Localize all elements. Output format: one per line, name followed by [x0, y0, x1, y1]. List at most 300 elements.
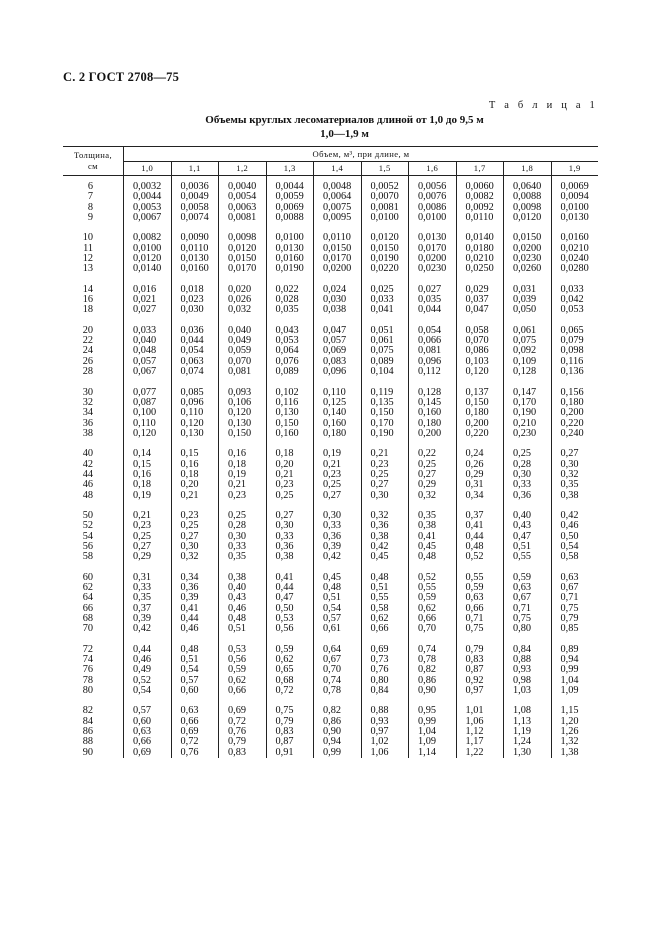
volume-cell: 0,220 — [551, 419, 598, 429]
volume-cell: 0,057 — [124, 357, 172, 367]
volume-cell: 0,0140 — [124, 264, 172, 274]
thickness-cell: 52 — [82, 520, 93, 532]
volume-cell: 0,59 — [266, 645, 314, 655]
volume-cell: 0,27 — [266, 511, 314, 521]
table-subtitle: 1,0—1,9 м — [320, 128, 369, 140]
volume-cell: 0,0160 — [551, 233, 598, 243]
volume-cell: 0,56 — [219, 655, 267, 665]
thickness-cell: 48 — [82, 489, 93, 501]
volume-cell: 0,53 — [266, 614, 314, 624]
volume-cell: 0,0098 — [504, 203, 552, 213]
volume-cell: 0,44 — [456, 532, 504, 542]
volume-cell: 0,38 — [551, 491, 598, 501]
volume-cell: 0,058 — [456, 326, 504, 336]
volume-cell: 0,040 — [219, 326, 267, 336]
volume-cell: 0,79 — [551, 614, 598, 624]
volume-cell: 0,83 — [266, 727, 314, 737]
volume-cell: 0,116 — [266, 398, 314, 408]
volume-cell: 0,0048 — [314, 182, 362, 192]
volume-cell: 0,33 — [124, 583, 172, 593]
volume-cell: 0,69 — [219, 706, 267, 716]
volume-cell: 0,57 — [124, 706, 172, 716]
volume-cell: 1,38 — [551, 748, 598, 758]
volume-cell: 1,17 — [456, 737, 504, 747]
volume-cell: 0,023 — [171, 295, 219, 305]
volume-cell: 1,15 — [551, 706, 598, 716]
volume-cell: 0,38 — [361, 532, 409, 542]
thickness-cell: 66 — [82, 602, 93, 614]
thickness-header-label: Толщина, — [73, 150, 113, 160]
volume-cell: 0,200 — [551, 408, 598, 418]
volume-cell: 0,71 — [504, 604, 552, 614]
volume-cell: 0,021 — [124, 295, 172, 305]
volume-cell: 0,48 — [314, 583, 362, 593]
volume-cell: 0,97 — [361, 727, 409, 737]
volume-cell: 0,077 — [124, 388, 172, 398]
volume-cell: 0,0044 — [266, 182, 314, 192]
volume-cell: 0,15 — [171, 449, 219, 459]
volume-cell: 0,63 — [124, 727, 172, 737]
volume-cell: 0,035 — [409, 295, 457, 305]
volume-cell: 1,06 — [361, 748, 409, 758]
volume-cell: 0,54 — [551, 542, 598, 552]
spacer-cell — [63, 563, 124, 573]
volume-cell: 0,99 — [314, 748, 362, 758]
volume-cell: 0,84 — [361, 686, 409, 696]
thickness-cell: 28 — [82, 366, 93, 378]
volume-cell: 0,38 — [409, 521, 457, 531]
volume-cell: 0,029 — [456, 285, 504, 295]
volume-cell: 0,0190 — [266, 264, 314, 274]
volume-cell: 0,57 — [314, 614, 362, 624]
volume-cell: 0,0060 — [456, 182, 504, 192]
volume-table — [63, 146, 598, 758]
volume-cell: 0,84 — [504, 645, 552, 655]
volume-cell: 0,020 — [219, 285, 267, 295]
volume-cell: 0,0067 — [124, 213, 172, 223]
volume-cell: 0,0094 — [551, 192, 598, 202]
volume-cell: 0,86 — [314, 717, 362, 727]
volume-cell: 0,35 — [409, 511, 457, 521]
table-row — [63, 429, 598, 439]
volume-cell: 0,028 — [266, 295, 314, 305]
volume-cell: 0,26 — [456, 460, 504, 470]
volume-cell: 0,112 — [409, 367, 457, 377]
volume-cell: 0,42 — [361, 542, 409, 552]
volume-cell: 0,57 — [171, 676, 219, 686]
volume-cell: 0,80 — [504, 624, 552, 634]
volume-cell: 0,25 — [171, 521, 219, 531]
volume-cell: 0,27 — [314, 491, 362, 501]
volume-cell: 0,38 — [219, 573, 267, 583]
volume-cell: 0,32 — [409, 491, 457, 501]
volume-cell: 0,130 — [266, 408, 314, 418]
volume-cell: 0,156 — [551, 388, 598, 398]
thickness-cell: 20 — [82, 324, 93, 336]
volume-cell: 0,38 — [266, 552, 314, 562]
volume-cell: 0,22 — [409, 449, 457, 459]
volume-cell: 0,022 — [266, 285, 314, 295]
volume-cell: 0,053 — [266, 336, 314, 346]
volume-cell: 0,69 — [361, 645, 409, 655]
volume-cell: 0,69 — [124, 748, 172, 758]
volume-cell: 0,62 — [266, 655, 314, 665]
volume-cell: 0,58 — [551, 552, 598, 562]
volume-cell: 0,0110 — [314, 233, 362, 243]
volume-cell: 0,0095 — [314, 213, 362, 223]
volume-cell: 0,0075 — [314, 203, 362, 213]
volume-cell: 0,62 — [361, 614, 409, 624]
volume-cell: 0,87 — [266, 737, 314, 747]
thickness-cell: 24 — [82, 345, 93, 357]
thickness-cell: 42 — [82, 458, 93, 470]
volume-cell: 0,51 — [171, 655, 219, 665]
volume-cell: 0,075 — [504, 336, 552, 346]
volume-cell: 0,28 — [504, 460, 552, 470]
volume-cell: 0,25 — [124, 532, 172, 542]
thickness-cell: 16 — [82, 294, 93, 306]
volume-cell: 0,027 — [124, 305, 172, 315]
volume-cell: 0,0092 — [456, 203, 504, 213]
thickness-cell: 82 — [82, 705, 93, 717]
volume-cell: 0,200 — [456, 419, 504, 429]
volume-cell: 0,0100 — [124, 244, 172, 254]
volume-cell: 0,49 — [124, 665, 172, 675]
volume-cell: 0,031 — [504, 285, 552, 295]
volume-cell: 0,103 — [456, 357, 504, 367]
volume-cell: 0,66 — [124, 737, 172, 747]
volume-cell: 0,40 — [219, 583, 267, 593]
volume-cell: 0,0088 — [504, 192, 552, 202]
volume-cell: 0,100 — [124, 408, 172, 418]
volume-cell: 0,21 — [266, 470, 314, 480]
volume-cell: 0,104 — [361, 367, 409, 377]
volume-cell: 0,42 — [314, 552, 362, 562]
volume-cell: 0,030 — [171, 305, 219, 315]
volume-cell: 0,52 — [409, 573, 457, 583]
volume-cell: 0,45 — [409, 542, 457, 552]
volume-cell: 0,018 — [171, 285, 219, 295]
volume-cell: 0,51 — [504, 542, 552, 552]
volume-cell: 0,48 — [219, 614, 267, 624]
volume-cell: 0,240 — [551, 429, 598, 439]
volume-cell: 0,130 — [171, 429, 219, 439]
volume-cell: 0,79 — [266, 717, 314, 727]
volume-cell: 0,55 — [361, 593, 409, 603]
volume-cell: 0,035 — [266, 305, 314, 315]
volume-cell: 0,76 — [171, 748, 219, 758]
volume-cell: 0,32 — [361, 511, 409, 521]
thickness-cell: 40 — [82, 448, 93, 460]
thickness-cell: 18 — [82, 304, 93, 316]
volume-cell: 0,86 — [409, 676, 457, 686]
volume-cell: 0,80 — [361, 676, 409, 686]
volume-cell: 0,88 — [504, 655, 552, 665]
thickness-cell: 80 — [82, 685, 93, 697]
volume-cell: 0,20 — [266, 460, 314, 470]
volume-cell: 0,66 — [219, 686, 267, 696]
volume-cell: 1,08 — [504, 706, 552, 716]
volume-cell: 0,51 — [361, 583, 409, 593]
thickness-cell: 76 — [82, 664, 93, 676]
volume-cell: 0,0280 — [551, 264, 598, 274]
volume-cell: 0,60 — [124, 717, 172, 727]
volume-cell: 0,160 — [266, 429, 314, 439]
volume-cell: 0,047 — [314, 326, 362, 336]
volume-cell: 0,150 — [266, 419, 314, 429]
volume-cell: 0,0081 — [361, 203, 409, 213]
volume-cell: 0,180 — [551, 398, 598, 408]
volume-cell: 0,109 — [504, 357, 552, 367]
thickness-cell: 54 — [82, 530, 93, 542]
volume-cell: 0,0064 — [314, 192, 362, 202]
volume-cell: 0,024 — [314, 285, 362, 295]
volume-cell: 0,54 — [314, 604, 362, 614]
thickness-cell: 26 — [82, 355, 93, 367]
volume-cell: 0,18 — [266, 449, 314, 459]
volume-cell: 0,69 — [171, 727, 219, 737]
volume-cell: 0,0150 — [504, 233, 552, 243]
thickness-cell: 13 — [82, 263, 93, 275]
volume-cell: 0,75 — [266, 706, 314, 716]
volume-cell: 0,35 — [219, 552, 267, 562]
volume-cell: 0,0098 — [219, 233, 267, 243]
volume-cell: 0,0036 — [171, 182, 219, 192]
volume-cell: 0,44 — [124, 645, 172, 655]
volume-cell: 0,030 — [314, 295, 362, 305]
thickness-cell: 32 — [82, 396, 93, 408]
volume-cell: 0,0056 — [409, 182, 457, 192]
volume-cell: 0,29 — [124, 552, 172, 562]
spacer-cell — [409, 378, 457, 388]
volume-cell: 0,0200 — [314, 264, 362, 274]
volume-cell: 0,033 — [361, 295, 409, 305]
volume-cell: 0,62 — [409, 604, 457, 614]
spacer-cell — [63, 501, 124, 511]
volume-cell: 1,03 — [504, 686, 552, 696]
volume-cell: 0,60 — [171, 686, 219, 696]
volume-cell: 0,52 — [124, 676, 172, 686]
thickness-cell: 90 — [82, 746, 93, 758]
volume-cell: 0,72 — [266, 686, 314, 696]
volume-cell: 0,027 — [409, 285, 457, 295]
volume-cell: 0,096 — [314, 367, 362, 377]
volume-cell: 0,48 — [456, 542, 504, 552]
volume-cell: 0,057 — [314, 336, 362, 346]
volume-cell: 0,125 — [314, 398, 362, 408]
volume-cell: 0,051 — [361, 326, 409, 336]
volume-cell: 0,074 — [171, 367, 219, 377]
volume-cell: 0,35 — [124, 593, 172, 603]
thickness-cell: 6 — [87, 181, 93, 192]
volume-cell: 0,50 — [266, 604, 314, 614]
volume-cell: 0,070 — [456, 336, 504, 346]
spacer-cell — [361, 378, 409, 388]
volume-cell: 0,0054 — [219, 192, 267, 202]
volume-cell: 0,25 — [409, 460, 457, 470]
volume-cell: 0,59 — [219, 665, 267, 675]
volume-cell: 0,34 — [171, 573, 219, 583]
volume-cell: 0,67 — [504, 593, 552, 603]
volume-cell: 0,33 — [266, 532, 314, 542]
thickness-column-header — [63, 147, 124, 176]
volume-cell: 0,50 — [551, 532, 598, 542]
volume-cell: 0,21 — [124, 511, 172, 521]
volume-cell: 0,0210 — [551, 244, 598, 254]
volume-cell: 0,083 — [314, 357, 362, 367]
volume-cell: 1,09 — [409, 737, 457, 747]
volume-cell: 0,56 — [266, 624, 314, 634]
volume-cell: 0,0058 — [171, 203, 219, 213]
volume-cell: 0,28 — [219, 521, 267, 531]
volume-cell: 0,026 — [219, 295, 267, 305]
thickness-cell: 22 — [82, 335, 93, 347]
thickness-cell: 14 — [82, 283, 93, 295]
thickness-cell: 58 — [82, 551, 93, 563]
volume-cell: 1,26 — [551, 727, 598, 737]
volume-cell: 0,99 — [551, 665, 598, 675]
volume-cell: 0,30 — [171, 542, 219, 552]
volume-cell: 0,39 — [124, 614, 172, 624]
volume-cell: 0,74 — [314, 676, 362, 686]
volume-cell: 0,043 — [266, 326, 314, 336]
volume-cell: 0,30 — [266, 521, 314, 531]
volume-cell: 0,0130 — [409, 233, 457, 243]
volume-cell: 0,94 — [314, 737, 362, 747]
volume-cell: 0,67 — [314, 655, 362, 665]
volume-cell: 1,24 — [504, 737, 552, 747]
volume-cell: 0,33 — [504, 480, 552, 490]
volume-cell: 0,180 — [314, 429, 362, 439]
volume-cell: 0,33 — [219, 542, 267, 552]
spacer-cell — [219, 378, 267, 388]
volume-cell: 0,0130 — [551, 213, 598, 223]
length-header-cell: 1,2 — [219, 161, 267, 176]
volume-cell: 0,41 — [171, 604, 219, 614]
volume-cell: 0,0070 — [361, 192, 409, 202]
volume-cell: 0,038 — [314, 305, 362, 315]
length-header-cell: 1,8 — [504, 161, 552, 176]
volume-cell: 0,46 — [219, 604, 267, 614]
volume-cell: 0,62 — [219, 676, 267, 686]
spacer-cell — [63, 316, 124, 326]
volume-cell: 0,050 — [504, 305, 552, 315]
volume-cell: 0,91 — [266, 748, 314, 758]
volume-cell: 0,25 — [361, 470, 409, 480]
volume-cell: 0,054 — [409, 326, 457, 336]
volume-cell: 0,79 — [456, 645, 504, 655]
volume-cell: 0,0110 — [456, 213, 504, 223]
volume-cell: 0,41 — [409, 532, 457, 542]
volume-cell: 0,59 — [456, 583, 504, 593]
volume-cell: 0,47 — [504, 532, 552, 542]
group-spacer — [63, 378, 598, 388]
volume-cell: 0,110 — [314, 388, 362, 398]
volume-cell: 0,48 — [409, 552, 457, 562]
length-header-row — [63, 161, 598, 176]
volume-cell: 0,72 — [171, 737, 219, 747]
volume-cell: 0,098 — [551, 346, 598, 356]
volume-cell: 0,94 — [551, 655, 598, 665]
volume-cell: 0,061 — [361, 336, 409, 346]
thickness-cell: 46 — [82, 479, 93, 491]
volume-cell: 0,047 — [456, 305, 504, 315]
volume-cell: 0,47 — [266, 593, 314, 603]
thickness-cell: 70 — [82, 623, 93, 635]
volume-cell: 0,55 — [456, 573, 504, 583]
volume-cell: 0,53 — [219, 645, 267, 655]
volume-cell: 0,065 — [551, 326, 598, 336]
length-header-cell: 1,6 — [409, 161, 457, 176]
volume-cell: 0,95 — [409, 706, 457, 716]
thickness-cell: 88 — [82, 736, 93, 748]
volume-cell: 0,27 — [124, 542, 172, 552]
volume-cell: 0,93 — [361, 717, 409, 727]
volume-cell: 0,054 — [171, 346, 219, 356]
volume-cell: 0,0100 — [409, 213, 457, 223]
volume-cell: 0,43 — [219, 593, 267, 603]
volume-cell: 0,0076 — [409, 192, 457, 202]
volume-cell: 0,0044 — [124, 192, 172, 202]
volume-cell: 0,54 — [171, 665, 219, 675]
volume-cell: 0,29 — [409, 480, 457, 490]
volume-cell: 0,130 — [219, 419, 267, 429]
volume-cell: 0,52 — [456, 552, 504, 562]
thickness-cell: 64 — [82, 592, 93, 604]
thickness-cell: 44 — [82, 468, 93, 480]
volume-cell: 0,63 — [504, 583, 552, 593]
volume-cell: 0,0230 — [504, 254, 552, 264]
volume-cell: 0,18 — [124, 480, 172, 490]
volume-cell: 0,61 — [314, 624, 362, 634]
volume-cell: 0,135 — [361, 398, 409, 408]
volume-cell: 1,14 — [409, 748, 457, 758]
volume-cell: 0,032 — [219, 305, 267, 315]
table-header — [63, 147, 598, 176]
volume-cell: 0,044 — [171, 336, 219, 346]
volume-cell: 0,180 — [409, 419, 457, 429]
volume-cell: 0,0260 — [504, 264, 552, 274]
volume-cell: 0,37 — [456, 511, 504, 521]
volume-cell: 0,0160 — [266, 254, 314, 264]
volume-cell: 1,20 — [551, 717, 598, 727]
spacer-cell — [456, 378, 504, 388]
thickness-cell: 12 — [82, 253, 93, 265]
length-header-cell: 1,1 — [171, 161, 219, 176]
volume-cell: 0,0069 — [551, 182, 598, 192]
volume-cell: 0,0040 — [219, 182, 267, 192]
volume-cell: 0,059 — [219, 346, 267, 356]
thickness-cell: 68 — [82, 613, 93, 625]
table-body — [63, 176, 598, 759]
volume-cell: 0,19 — [219, 470, 267, 480]
volume-cell: 0,27 — [409, 470, 457, 480]
volume-cell: 1,13 — [504, 717, 552, 727]
volume-cell: 0,147 — [504, 388, 552, 398]
length-header-cell: 1,4 — [314, 161, 362, 176]
volume-cell: 0,128 — [409, 388, 457, 398]
volume-cell: 0,90 — [409, 686, 457, 696]
volume-cell: 0,30 — [504, 470, 552, 480]
length-header-cell: 1,5 — [361, 161, 409, 176]
volume-cell: 0,16 — [219, 449, 267, 459]
page-header: С. 2 ГОСТ 2708—75 — [63, 70, 180, 84]
volume-cell: 0,45 — [314, 573, 362, 583]
volume-cell: 0,76 — [219, 727, 267, 737]
volume-cell: 0,042 — [551, 295, 598, 305]
volume-cell: 0,033 — [124, 326, 172, 336]
volume-cell: 0,44 — [171, 614, 219, 624]
